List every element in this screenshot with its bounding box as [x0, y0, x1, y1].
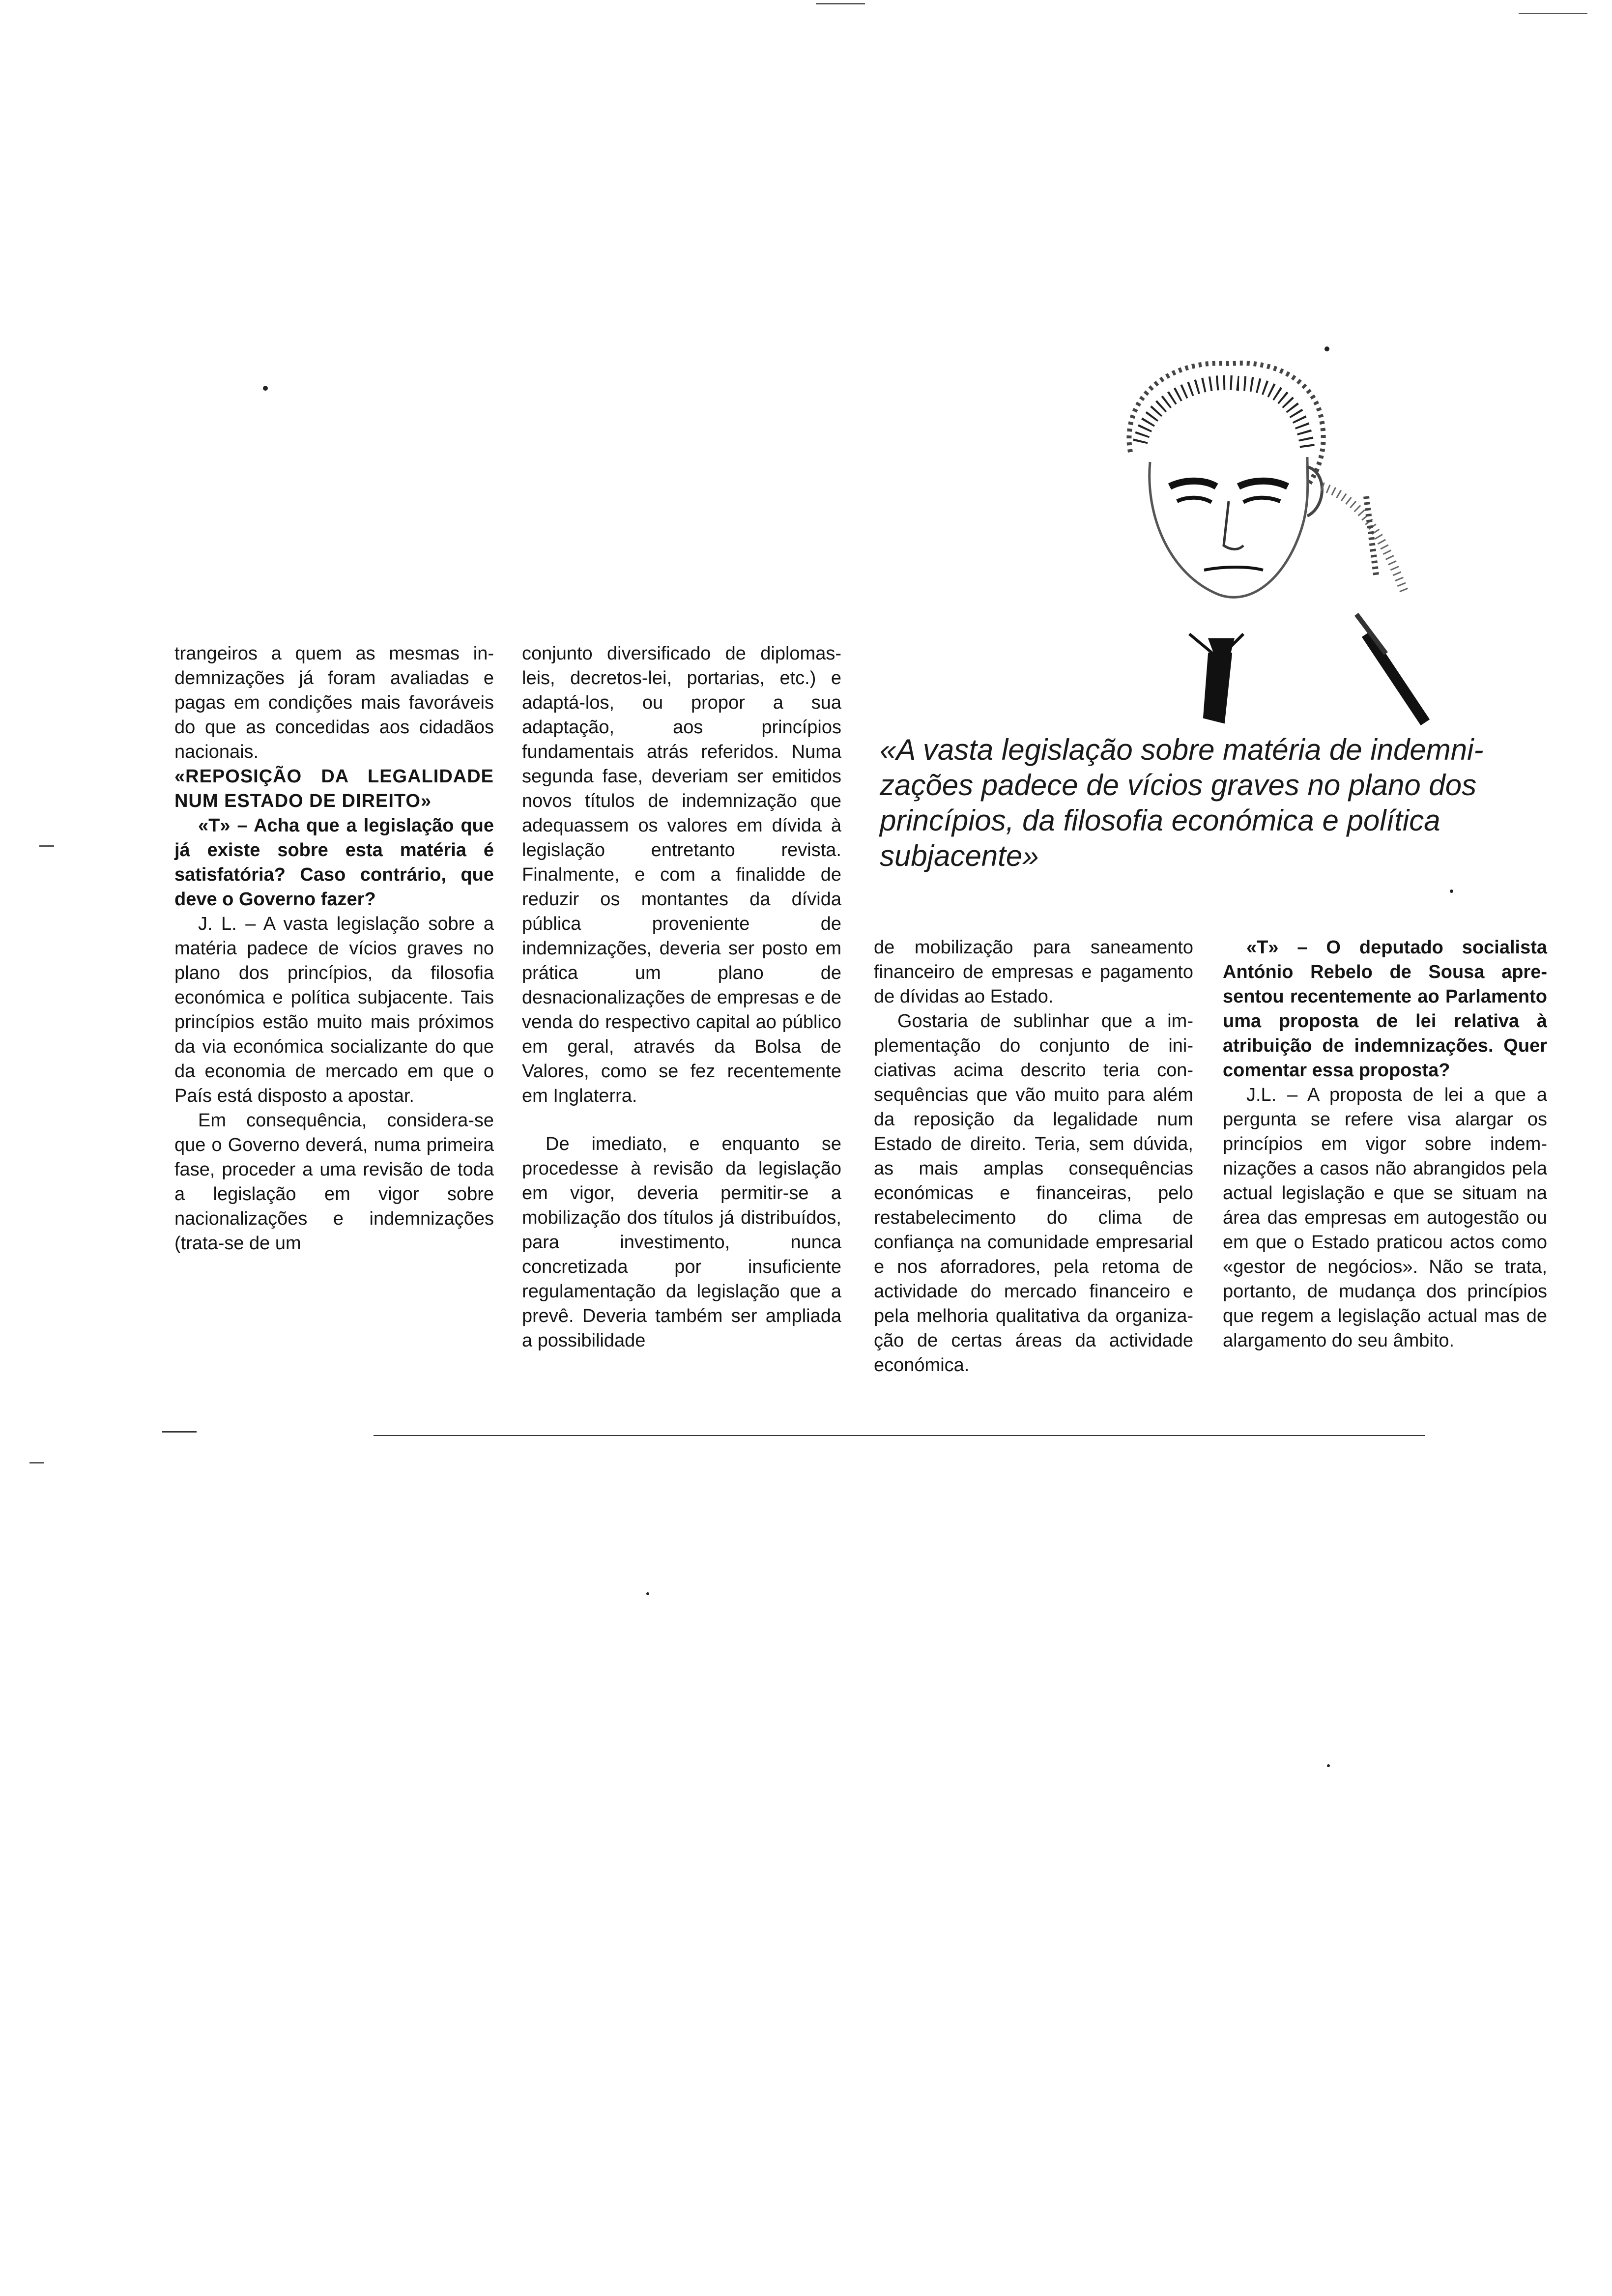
paragraph: Em consequência, considera-se que o Governo deverá, numa primeira fase, proceder a uma revisão de toda a legislação em vigor sobre nacionalizações e indemnizações (trata-se de um: [174, 1110, 494, 1254]
scan-mark: [816, 3, 865, 4]
scan-dot: [1450, 890, 1453, 893]
scan-mark: [1519, 13, 1587, 14]
divider-rule: [374, 1435, 1425, 1436]
column-1: [174, 641, 494, 1256]
paragraph: conjunto diversificado de diplomas-leis, decretos-lei, portarias, etc.) e adaptá-los, ou propor a sua adaptação, aos princípios fundamentais atrás referidos. Numa segunda fase, deveriam ser emitidos novos títulos de indemnização que adequassem os valores em dívida à legislação entretanto revista. Finalmente, e com a finalidde de reduzir os montantes da dívida pública proveniente de indemnizações, deveria ser posto em prática um plano de desnacionalizações de empresas e de venda do respectivo capital ao público em geral, através da Bolsa de Valores, como se fez recentemente em Inglaterra.: [522, 643, 841, 1106]
column-3: [874, 935, 1193, 1378]
paragraph: Gostaria de sublinhar que a implementação do conjunto de iniciativas acima descrito teria consequências que vão muito para além da reposição da legalidade num Estado de direito. Teria, sem dúvida, as mais amplas consequências económicas e financeiras, pelo restabelecimento do clima de confiança na comunidade empresarial e nos aforradores, pela retoma de actividade do mercado financeiro e pela melhoria qualitativa da organização de certas áreas da actividade económica.: [874, 1011, 1193, 1376]
interview-question: «T» – O deputado socialista António Rebelo de Sousa apresentou recentemente ao Parlamento uma proposta de lei relativa à atribuição de indemnizações. Quer comentar essa proposta?: [1223, 937, 1547, 1081]
portrait-photo: [1091, 339, 1533, 742]
paragraph: de mobilização para saneamento financeiro de empresas e pagamento de dívidas ao Estado.: [874, 937, 1193, 1007]
pull-quote: «A vasta legislação sobre matéria de indemnizações padece de vícios graves no plano dos princípios, da filosofia económica e política subjacente»: [880, 733, 1484, 872]
paragraph: trangeiros a quem as mesmas indemnizações já foram avaliadas e pagas em condições mais favoráveis do que as concedidas aos cidadãos nacionais.: [174, 643, 494, 762]
column-4: [1223, 935, 1547, 1353]
section-heading: «REPOSIÇÃO DA LEGALIDADE NUM ESTADO DE DIREITO»: [174, 766, 494, 811]
paragraph: De imediato, e enquanto se procedesse à revisão da legislação em vigor, deveria permitir-se a mobilização dos títulos já distribuídos, para investimento, nunca concretizada por insuficiente regulamentação da legislação que a prevê. Deveria também ser ampliada a possibilidade: [522, 1134, 841, 1351]
scan-mark: [29, 1462, 44, 1464]
scan-dot: [1327, 1764, 1330, 1767]
scan-dot: [263, 386, 268, 391]
divider-rule: [162, 1431, 197, 1433]
interview-answer: J. L. – A vasta legislação sobre a matéria padece de vícios graves no plano dos princípios, da filosofia económica e política subjacente. Tais princípios estão muito mais próximos da via económica socializante do que da economia de mercado em que o País está disposto a apostar.: [174, 914, 494, 1106]
scan-dot: [646, 1592, 649, 1595]
scan-mark: [39, 845, 54, 847]
interview-question: «T» – Acha que a legislação que já existe sobre esta matéria é satisfatória? Caso contrário, que deve o Governo fazer?: [174, 815, 494, 910]
interview-answer: J.L. – A proposta de lei a que a pergunta se refere visa alargar os princípios em vigor sobre indemnizações a casos não abrangidos pela actual legislação e que se situam na área das empresas em autogestão ou em que o Estado praticou actos como «gestor de negócios». Não se trata, portanto, de mudança dos princípios que regem a legislação actual mas de alargamento do seu âmbito.: [1223, 1085, 1547, 1351]
column-2: [522, 641, 841, 1353]
